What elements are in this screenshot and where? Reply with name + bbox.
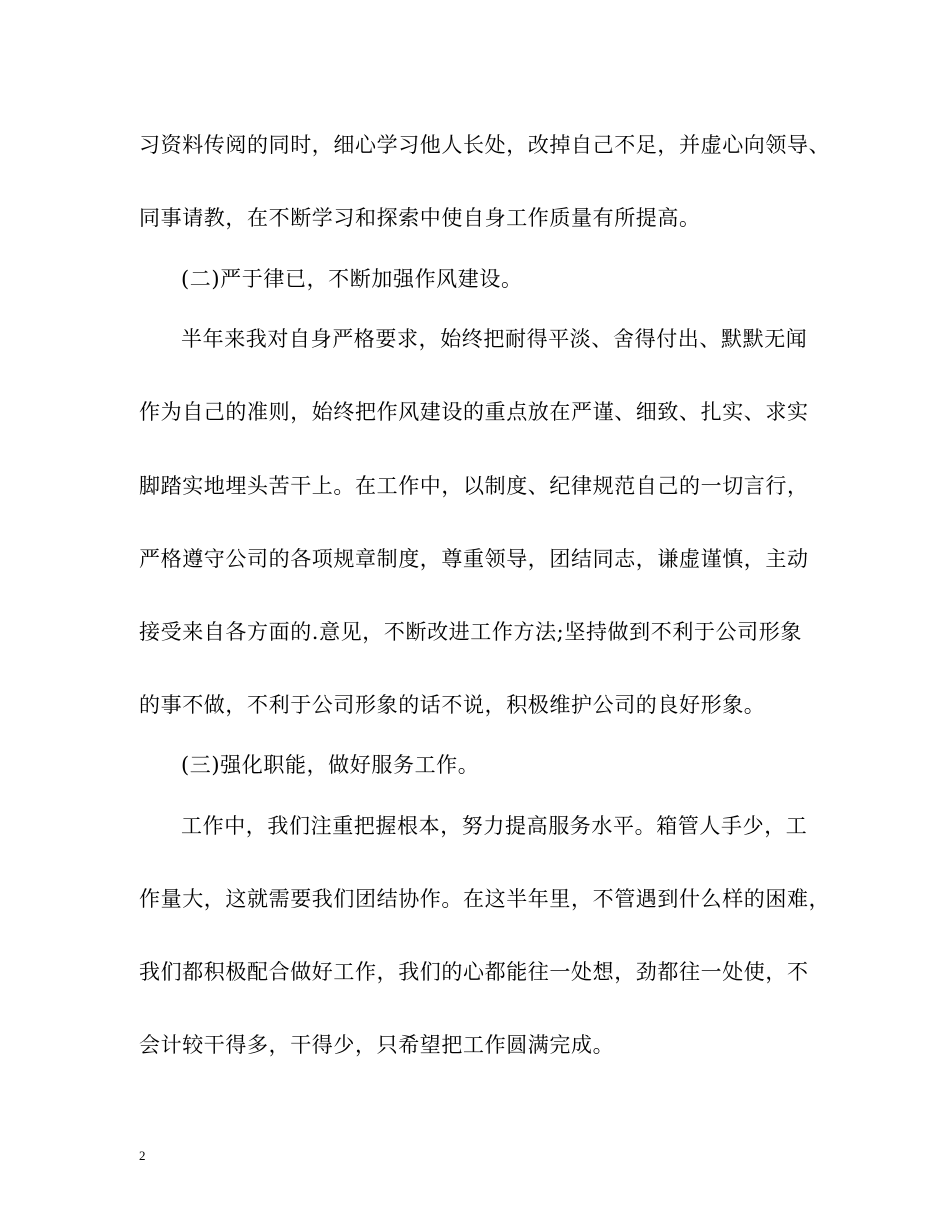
paragraph-line: 习资料传阅的同时，细心学习他人长处，改掉自己不足，并虚心向领导、: [139, 133, 831, 157]
paragraph-line: 作为自己的准则，始终把作风建设的重点放在严谨、细致、扎实、求实: [139, 400, 809, 424]
section-heading: (二)严于律已，不断加强作风建设。: [181, 267, 523, 291]
paragraph-line: 作量大，这就需要我们团结协作。在这半年里，不管遇到什么样的困难，: [139, 887, 831, 911]
page-number: 2: [139, 1148, 146, 1163]
paragraph-line: 半年来我对自身严格要求，始终把耐得平淡、舍得付出、默默无闻: [181, 327, 808, 351]
paragraph-line: 我们都积极配合做好工作，我们的心都能往一处想，劲都往一处使，不: [139, 960, 809, 984]
paragraph-line: 的事不做，不利于公司形象的话不说，积极维护公司的良好形象。: [139, 693, 766, 717]
paragraph-line: 脚踏实地埋头苦干上。在工作中，以制度、纪律规范自己的一切言行，: [139, 474, 809, 498]
paragraph-line: 工作中，我们注重把握根本，努力提高服务水平。箱管人手少，工: [181, 814, 808, 838]
section-heading: (三)强化职能，做好服务工作。: [181, 753, 480, 777]
paragraph-line: 接受来自各方面的.意见，不断改进工作方法;坚持做到不利于公司形象: [139, 620, 802, 644]
paragraph-line: 严格遵守公司的各项规章制度，尊重领导，团结同志，谦虚谨慎，主动: [139, 547, 809, 571]
paragraph-line: 同事请教，在不断学习和探索中使自身工作质量有所提高。: [139, 206, 701, 230]
paragraph-line: 会计较干得多，干得少，只希望把工作圆满完成。: [139, 1033, 615, 1057]
